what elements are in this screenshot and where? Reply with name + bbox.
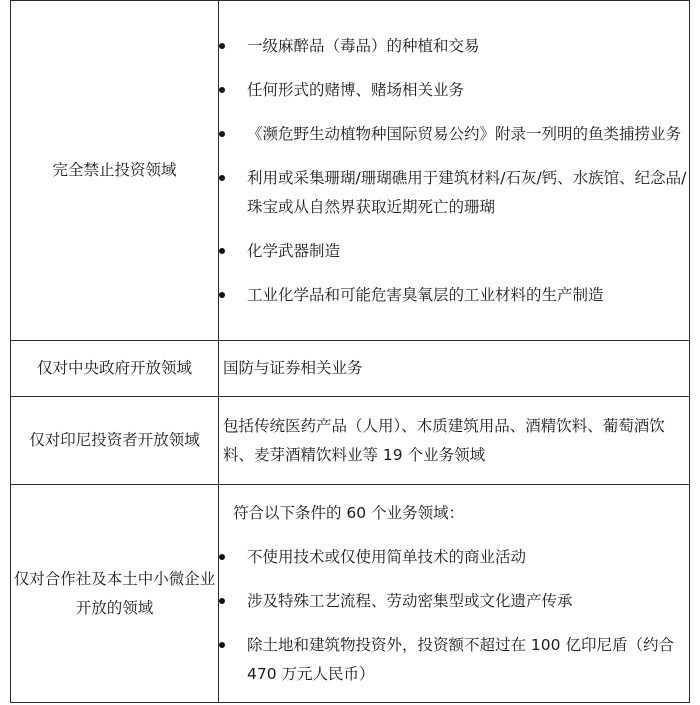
bullet-dot-icon xyxy=(219,87,225,93)
description-cell xyxy=(219,1,690,341)
category-cell xyxy=(11,341,219,397)
table-row xyxy=(11,397,690,485)
table-row xyxy=(11,341,690,397)
list-item xyxy=(219,164,689,222)
bullet-dot-icon xyxy=(219,131,225,137)
description-intro: 符合以下条件的 60 个业务领域： xyxy=(233,503,465,522)
category-cell xyxy=(11,485,219,703)
description-text: 包括传统医药产品（人用）、木质建筑用品、酒精饮料、葡萄酒饮料、麦芽酒精饮料业等 19 个业务领域 xyxy=(223,416,665,464)
bullet-dot-icon xyxy=(219,43,225,49)
bullet-dot-icon xyxy=(219,292,225,298)
category-label: 仅对印尼投资者开放领域 xyxy=(29,431,200,449)
list-item-text: 工业化学品和可能危害臭氧层的工业材料的生产制造 xyxy=(247,285,604,304)
list-item xyxy=(219,631,689,689)
bullet-dot-icon xyxy=(219,175,225,181)
description-cell xyxy=(219,485,690,703)
description-text: 国防与证券相关业务 xyxy=(223,359,363,377)
list-item-text: 《濒危野生动植物种国际贸易公约》附录一列明的鱼类捕捞业务 xyxy=(247,124,682,143)
category-label: 完全禁止投资领域 xyxy=(52,161,177,179)
category-cell xyxy=(11,397,219,485)
list-item xyxy=(219,543,689,572)
list-item-text: 不使用技术或仅使用简单技术的商业活动 xyxy=(247,547,527,566)
description-cell xyxy=(219,397,690,485)
list-item-text: 任何形式的赌博、赌场相关业务 xyxy=(247,80,465,99)
list-item xyxy=(219,32,689,61)
list-item-text: 利用或采集珊瑚/珊瑚礁用于建筑材料/石灰/钙、水族馆、纪念品/珠宝或从自然界获取近期死亡的珊瑚 xyxy=(247,168,687,216)
category-label: 仅对合作社及本土中小微企业开放的领域 xyxy=(13,569,216,617)
bullet-dot-icon xyxy=(219,598,225,604)
list-item xyxy=(219,281,689,310)
table-row xyxy=(11,1,690,341)
list-item xyxy=(219,120,689,149)
list-item-text: 一级麻醉品（毒品）的种植和交易 xyxy=(247,36,480,55)
table-row xyxy=(11,485,690,703)
bullet-dot-icon xyxy=(219,642,225,648)
category-label: 仅对中央政府开放领域 xyxy=(36,359,192,377)
bullet-dot-icon xyxy=(219,554,225,560)
list-item-text: 除土地和建筑物投资外，投资额不超过在 100 亿印尼盾（约合 470 万元人民币） xyxy=(247,635,674,683)
investment-restriction-table xyxy=(10,0,690,703)
list-item xyxy=(219,237,689,266)
category-cell xyxy=(11,1,219,341)
description-cell xyxy=(219,341,690,397)
list-item xyxy=(219,587,689,616)
list-item xyxy=(219,76,689,105)
bullet-dot-icon xyxy=(219,248,225,254)
bullet-list xyxy=(219,32,689,310)
list-item-text: 涉及特殊工艺流程、劳动密集型或文化遗产传承 xyxy=(247,591,573,610)
bullet-list xyxy=(219,543,689,689)
list-item-text: 化学武器制造 xyxy=(247,241,341,260)
